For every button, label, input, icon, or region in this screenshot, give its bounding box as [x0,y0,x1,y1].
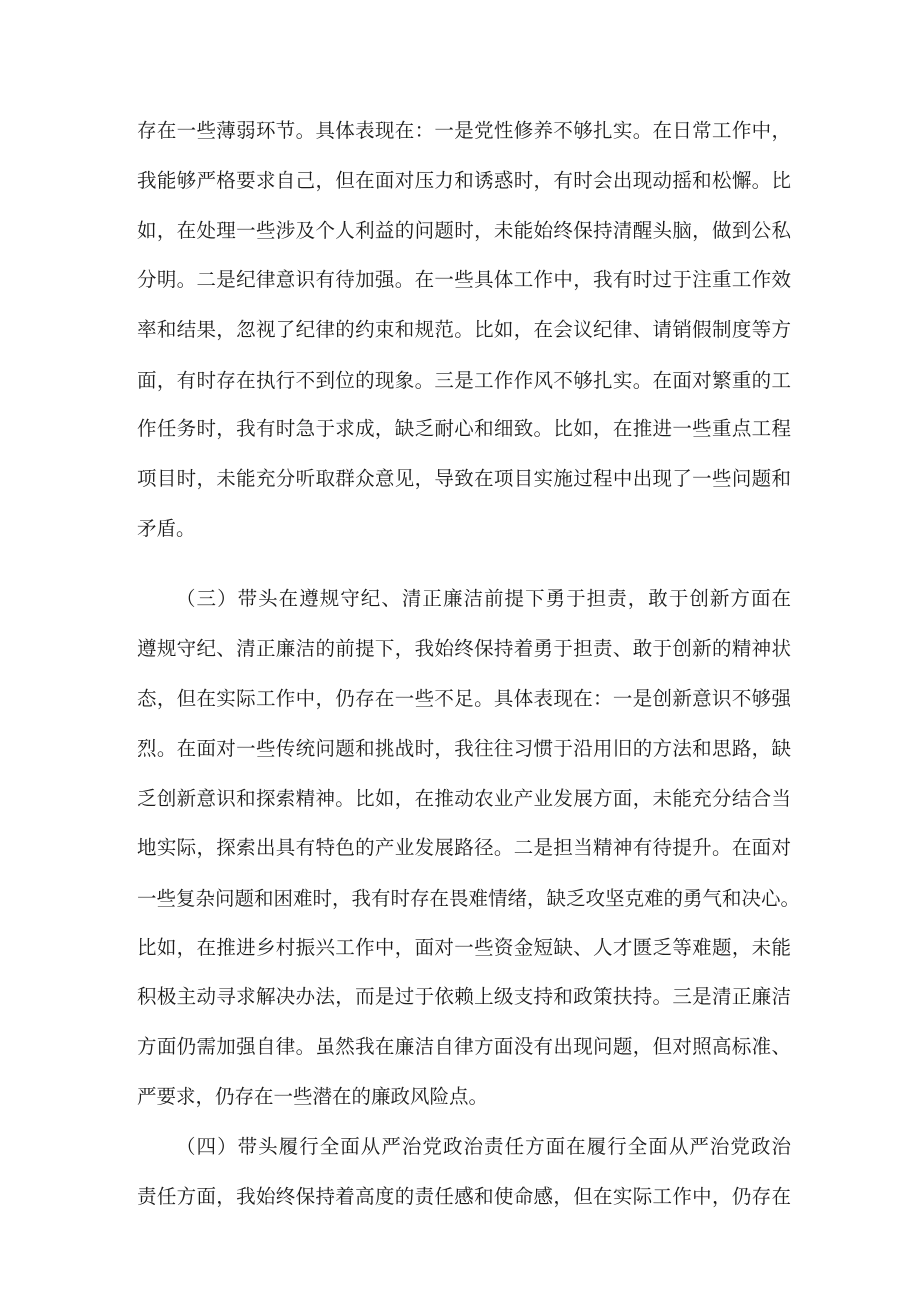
text-line: 作任务时，我有时急于求成，缺乏耐心和细致。比如，在推进一些重点工程 [137,417,791,440]
text-line: 积极主动寻求解决办法，而是过于依赖上级支持和政策扶持。三是清正廉洁 [137,985,791,1008]
text-line: 地实际，探索出具有特色的产业发展路径。二是担当精神有待提升。在面对 [137,836,791,859]
text-line: 烈。在面对一些传统问题和挑战时，我往往习惯于沿用旧的方法和思路，缺 [137,737,791,760]
text-line: 一些复杂问题和困难时，我有时存在畏难情绪，缺乏攻坚克难的勇气和决心。 [137,887,801,910]
text-line: 乏创新意识和探索精神。比如，在推动农业产业发展方面，未能充分结合当 [137,787,791,810]
section-heading-line: （三）带头在遵规守纪、清正廉洁前提下勇于担责，敢于创新方面在 [176,587,791,610]
text-line: 态，但在实际工作中，仍存在一些不足。具体表现在：一是创新意识不够强 [137,687,791,710]
text-line: 矛盾。 [137,517,196,540]
text-line: 比如，在推进乡村振兴工作中，面对一些资金短缺、人才匮乏等难题，未能 [137,936,791,959]
text-line: 项目时，未能充分听取群众意见，导致在项目实施过程中出现了一些问题和 [137,467,791,490]
text-line: 面，有时存在执行不到位的现象。三是工作作风不够扎实。在面对繁重的工 [137,369,791,392]
text-line: 存在一些薄弱环节。具体表现在：一是党性修养不够扎实。在日常工作中， [137,119,791,142]
section-heading-line: （四）带头履行全面从严治党政治责任方面在履行全面从严治党政治 [176,1135,791,1158]
text-line: 方面仍需加强自律。虽然我在廉洁自律方面没有出现问题，但对照高标准、 [137,1035,791,1058]
text-line: 我能够严格要求自己，但在面对压力和诱惑时，有时会出现动摇和松懈。比 [137,169,791,192]
text-line: 率和结果，忽视了纪律的约束和规范。比如，在会议纪律、请销假制度等方 [137,318,791,341]
text-line: 严要求，仍存在一些潜在的廉政风险点。 [137,1085,489,1108]
text-line: 分明。二是纪律意识有待加强。在一些具体工作中，我有时过于注重工作效 [137,268,791,291]
text-line: 如，在处理一些涉及个人利益的问题时，未能始终保持清醒头脑，做到公私 [137,219,791,242]
text-line: 责任方面，我始终保持着高度的责任感和使命感，但在实际工作中，仍存在 [137,1185,791,1208]
text-line: 遵规守纪、清正廉洁的前提下，我始终保持着勇于担责、敢于创新的精神状 [137,637,791,660]
